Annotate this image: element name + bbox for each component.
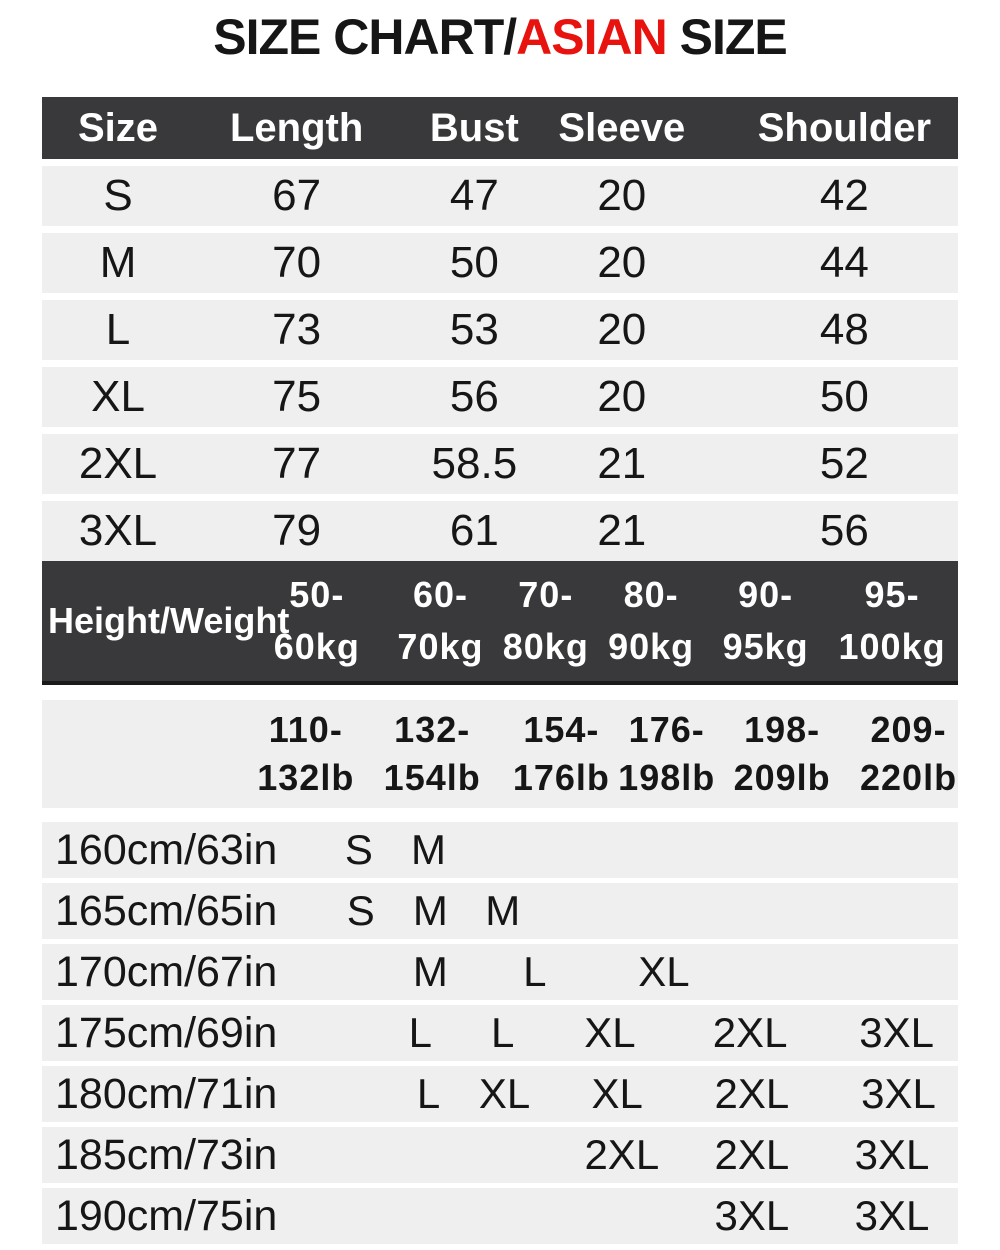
measurement-row-xl — [42, 367, 958, 427]
size-chip-2xl: 2XL — [714, 1131, 790, 1178]
lb-range-top: 132- — [394, 709, 471, 750]
column-header-bust: Bust — [429, 106, 519, 150]
bust-cell: 58.5 — [431, 439, 518, 488]
lb-range-top: 176- — [628, 709, 705, 750]
length-cell: 75 — [272, 372, 322, 421]
lb-range-bottom: 198lb — [618, 757, 716, 798]
column-header-sleeve: Sleeve — [558, 106, 686, 150]
size-chip-2xl: 2XL — [712, 1009, 788, 1056]
height-row-160cm — [42, 822, 958, 878]
size-cell: M — [99, 238, 137, 287]
height-label: 160cm/63in — [55, 826, 278, 874]
size-chip-2xl: 2XL — [584, 1131, 660, 1178]
shoulder-cell: 42 — [819, 171, 869, 220]
height-row-175cm — [42, 1005, 958, 1061]
measurement-row-m — [42, 233, 958, 293]
lb-range-top: 209- — [870, 709, 947, 750]
size-chip-3xl: 3XL — [859, 1009, 934, 1056]
lb-range-top: 198- — [744, 709, 821, 750]
kg-range-top: 90- — [738, 574, 794, 615]
size-chip-m: M — [485, 887, 521, 934]
measurement-row-2xl — [42, 434, 958, 494]
lb-range-bottom: 209lb — [733, 757, 831, 798]
shoulder-cell: 56 — [819, 506, 869, 555]
size-chip-xl: XL — [584, 1009, 636, 1056]
lb-range-top: 110- — [268, 709, 343, 750]
weight-kg-range-60kg — [274, 569, 360, 673]
height-weight-label: Height/Weight — [48, 600, 290, 641]
size-chip-s: S — [344, 826, 373, 873]
measurement-row-s — [42, 166, 958, 226]
height-row-190cm — [42, 1188, 958, 1244]
weight-kg-range-70kg — [397, 569, 483, 673]
kg-range-top: 80- — [623, 574, 679, 615]
size-chip-m: M — [412, 887, 448, 934]
weight-kg-range-90kg — [608, 569, 694, 673]
size-chip-m: M — [411, 826, 447, 873]
kg-range-bottom: 100kg — [838, 626, 946, 667]
weight-lb-range-154lb — [384, 706, 481, 802]
size-chip-l: L — [523, 948, 547, 995]
size-chip-3xl: 3XL — [854, 1131, 930, 1178]
height-row-185cm — [42, 1127, 958, 1183]
height-row-170cm — [42, 944, 958, 1000]
size-chip-l: L — [491, 1009, 515, 1056]
sleeve-cell: 20 — [597, 238, 647, 287]
length-cell: 67 — [272, 171, 322, 220]
kg-range-bottom: 90kg — [608, 626, 695, 667]
kg-range-bottom: 95kg — [722, 626, 809, 667]
shoulder-cell: 52 — [819, 439, 869, 488]
sleeve-cell: 20 — [597, 171, 647, 220]
weight-kg-range-95kg — [723, 569, 809, 673]
size-cell: 2XL — [78, 439, 158, 488]
kg-range-bottom: 80kg — [502, 626, 589, 667]
size-chip-l: L — [416, 1070, 441, 1117]
size-chip-2xl: 2XL — [714, 1070, 790, 1117]
sleeve-cell: 20 — [597, 372, 647, 421]
height-size-rows — [42, 822, 958, 1249]
size-chip-3xl: 3XL — [861, 1070, 936, 1117]
size-cell: S — [103, 171, 133, 220]
title-suffix: SIZE — [666, 9, 787, 65]
weight-lb-range-209lb — [734, 706, 831, 802]
bust-cell: 61 — [449, 506, 499, 555]
length-cell: 77 — [272, 439, 322, 488]
height-label: 185cm/73in — [55, 1131, 278, 1179]
size-chip-l: L — [408, 1009, 432, 1056]
title-accent: ASIAN — [516, 9, 667, 65]
kg-range-top: 60- — [412, 574, 468, 615]
measurement-table — [42, 97, 958, 561]
size-cell: L — [105, 305, 131, 354]
shoulder-cell: 44 — [819, 238, 869, 287]
sleeve-cell: 20 — [597, 305, 647, 354]
lb-range-bottom: 132lb — [257, 757, 355, 798]
size-cell: 3XL — [78, 506, 158, 555]
height-label: 175cm/69in — [55, 1009, 278, 1057]
column-header-length: Length — [229, 106, 364, 150]
height-label: 165cm/65in — [55, 887, 278, 935]
kg-range-top: 95- — [864, 574, 920, 615]
measurement-table-header — [42, 97, 958, 159]
bust-cell: 47 — [449, 171, 499, 220]
height-label: 180cm/71in — [55, 1070, 278, 1118]
bust-cell: 50 — [449, 238, 499, 287]
lb-range-bottom: 176lb — [512, 757, 610, 798]
size-chip-3xl: 3XL — [854, 1192, 930, 1239]
size-chip-m: M — [412, 948, 448, 995]
lb-range-top: 154- — [523, 709, 600, 750]
weight-kg-range-100kg — [839, 569, 946, 673]
kg-range-bottom: 60kg — [273, 626, 360, 667]
shoulder-cell: 50 — [819, 372, 869, 421]
height-row-180cm — [42, 1066, 958, 1122]
size-chip-xl: XL — [591, 1070, 643, 1117]
size-chip-xl: XL — [478, 1070, 531, 1117]
measurement-table-rows — [42, 166, 958, 561]
kg-range-bottom: 70kg — [397, 626, 484, 667]
column-header-size: Size — [77, 106, 159, 150]
measurement-row-3xl — [42, 501, 958, 561]
title-prefix: SIZE CHART/ — [213, 9, 517, 65]
page-title — [0, 8, 1000, 66]
weight-lb-band — [42, 700, 958, 808]
length-cell: 79 — [272, 506, 322, 555]
bust-cell: 53 — [449, 305, 499, 354]
sleeve-cell: 21 — [597, 506, 647, 555]
height-row-165cm — [42, 883, 958, 939]
height-weight-band — [42, 561, 958, 685]
weight-lb-range-132lb — [257, 706, 354, 802]
kg-range-top: 70- — [518, 574, 574, 615]
shoulder-cell: 48 — [819, 305, 869, 354]
size-chip-xl: XL — [638, 948, 690, 995]
sleeve-cell: 21 — [597, 439, 647, 488]
measurement-row-l — [42, 300, 958, 360]
size-chip-3xl: 3XL — [714, 1192, 790, 1239]
weight-kg-range-80kg — [503, 569, 589, 673]
size-chip-s: S — [346, 887, 375, 934]
kg-range-top: 50- — [289, 574, 345, 615]
size-cell: XL — [91, 372, 145, 421]
weight-lb-range-176lb — [513, 706, 610, 802]
weight-lb-range-198lb — [618, 706, 715, 802]
column-header-shoulder: Shoulder — [757, 106, 932, 150]
height-label: 190cm/75in — [55, 1192, 278, 1240]
height-label: 170cm/67in — [55, 948, 278, 996]
length-cell: 70 — [272, 238, 322, 287]
weight-lb-range-220lb — [860, 706, 957, 802]
lb-range-bottom: 154lb — [383, 757, 481, 798]
bust-cell: 56 — [449, 372, 499, 421]
lb-range-bottom: 220lb — [860, 757, 958, 798]
length-cell: 73 — [272, 305, 322, 354]
